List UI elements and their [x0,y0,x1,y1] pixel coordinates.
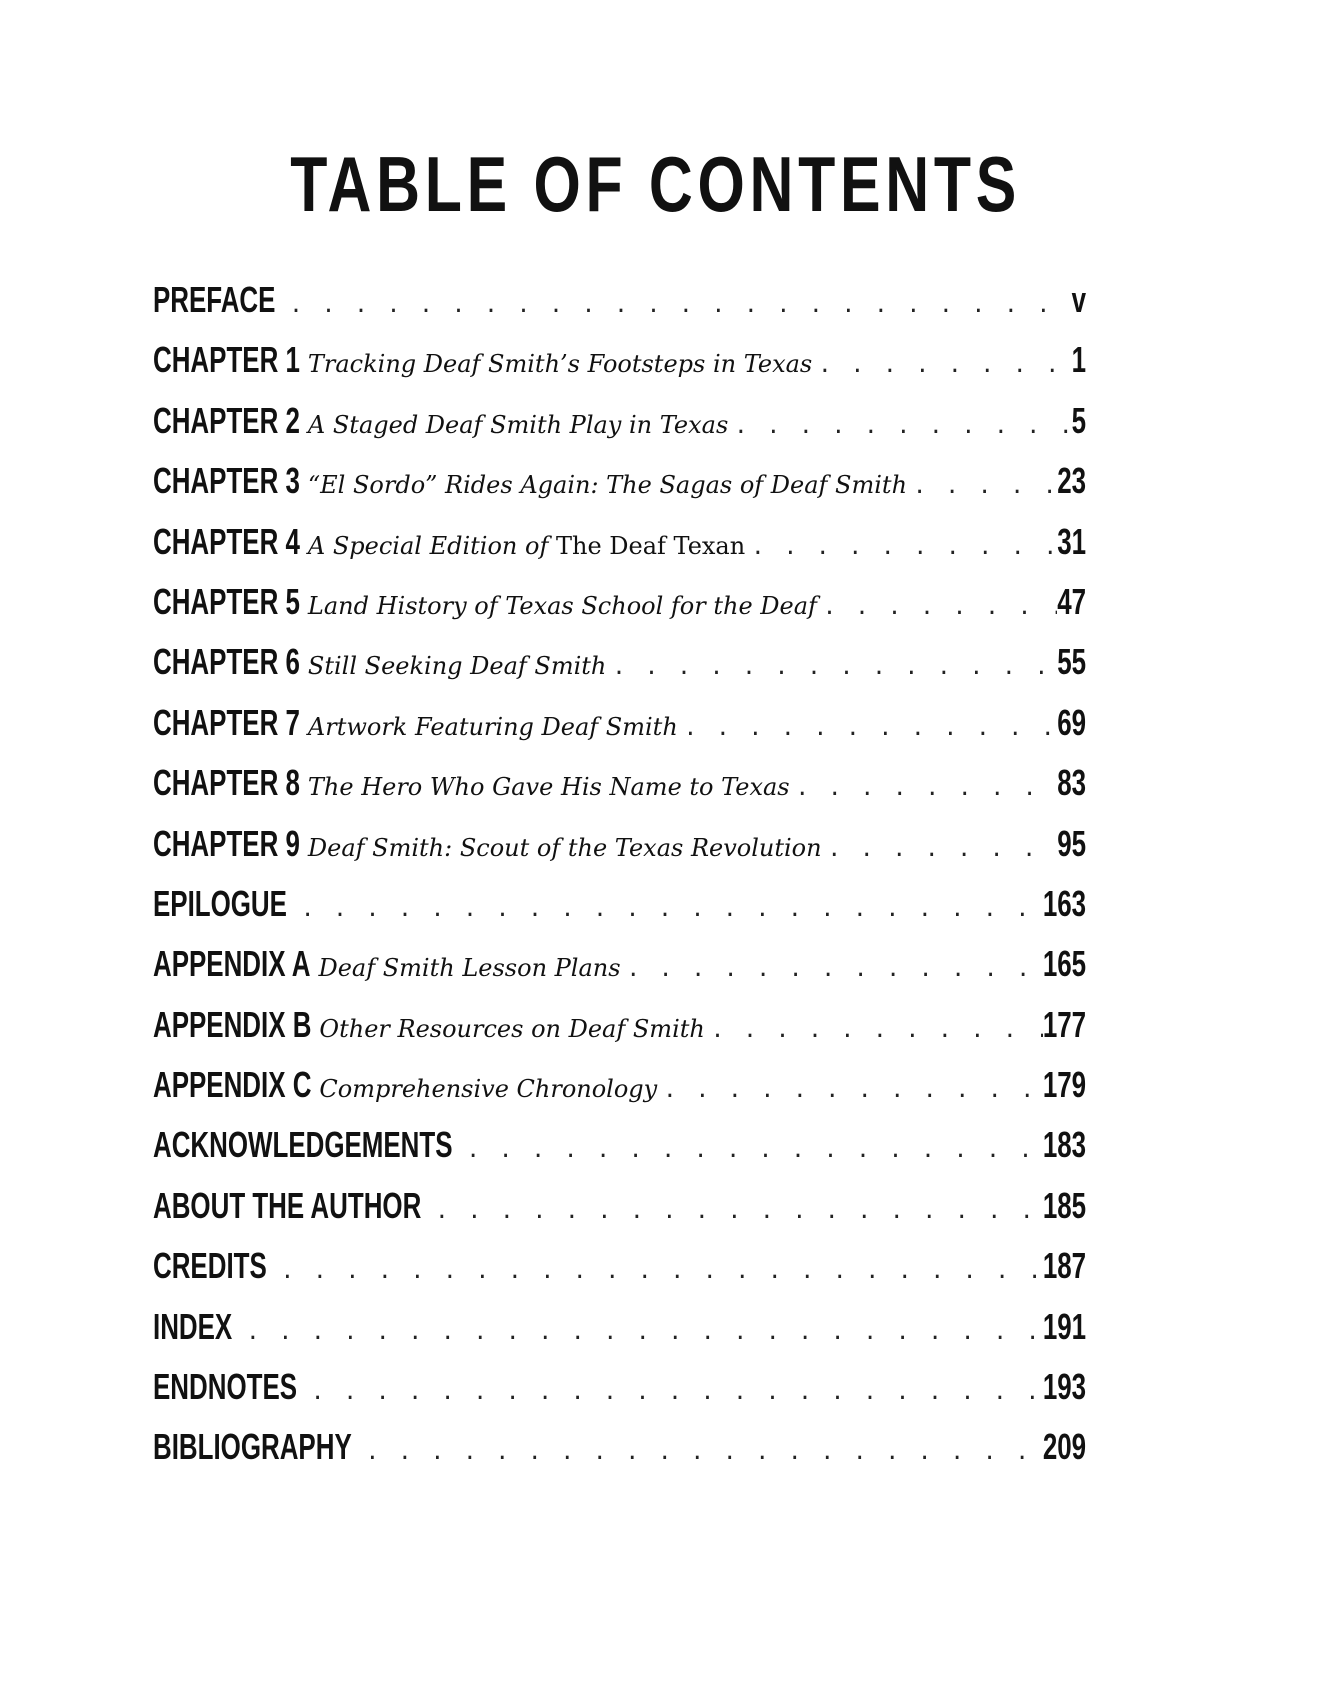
dot-leader [275,1259,1043,1284]
toc-entry-label: APPENDIX B [153,1003,312,1045]
toc-entry-page: 47 [1057,580,1086,622]
toc-entry-page: 187 [1042,1245,1086,1287]
toc-entry-page: 55 [1057,641,1086,683]
toc-entry-label: INDEX [153,1305,233,1347]
toc-entry-label: ABOUT THE AUTHOR [153,1184,422,1226]
toc-entry-page: 193 [1042,1366,1086,1408]
toc-entry-page: 83 [1057,762,1086,804]
toc-entry-label: PREFACE [153,279,276,320]
dot-leader [429,1199,1042,1224]
dot-leader [657,1078,1042,1103]
toc-entry[interactable] [153,1245,1086,1305]
toc-entry-page: 179 [1042,1064,1086,1106]
toc-entry[interactable] [153,1124,1086,1184]
dot-leader [907,474,1057,499]
toc-entry[interactable] [153,1426,1086,1486]
toc-entry[interactable] [153,339,1086,399]
toc-entry-label: APPENDIX A [153,943,311,985]
dot-leader [305,1380,1043,1405]
toc-entry[interactable] [153,521,1086,581]
toc-entry-page: 191 [1042,1305,1086,1347]
toc-entry[interactable] [153,762,1086,822]
toc-entry[interactable] [153,641,1086,701]
toc-entry-page: 1 [1071,339,1086,381]
toc-entry-label: EPILOGUE [153,882,287,924]
toc-entry-label: CHAPTER 6 [153,641,300,683]
toc-entry-page: v [1071,279,1086,320]
dot-leader [812,353,1071,378]
toc-entry-page: 69 [1057,701,1086,743]
page-title: TABLE OF CONTENTS [290,140,1021,228]
dot-leader [822,837,1058,862]
toc-entry[interactable] [153,1185,1086,1245]
toc-entry-label: CHAPTER 3 [153,460,300,502]
toc-entry-page: 163 [1042,882,1086,924]
toc-entry-label: ACKNOWLEDGEMENTS [153,1124,453,1166]
toc-entry-subtitle: Artwork Featuring Deaf Smith [307,712,678,741]
toc-list [153,279,1086,1487]
toc-entry-label: CHAPTER 8 [153,762,300,804]
toc-entry[interactable] [153,581,1086,641]
toc-entry-subtitle: Deaf Smith: Scout of the Texas Revolution [307,833,822,862]
toc-entry-label: ENDNOTES [153,1366,298,1408]
toc-entry[interactable] [153,400,1086,460]
toc-entry[interactable] [153,1004,1086,1064]
toc-entry[interactable] [153,460,1086,520]
dot-leader [606,655,1057,680]
toc-entry-page: 177 [1042,1003,1086,1045]
toc-entry-page: 209 [1042,1426,1086,1468]
toc-entry[interactable] [153,883,1086,943]
toc-entry-label: CHAPTER 1 [153,339,300,381]
toc-entry-subtitle: Other Resources on Deaf Smith [319,1014,705,1043]
toc-entry[interactable] [153,1064,1086,1124]
toc-entry-subtitle: Deaf Smith Lesson Plans [318,954,621,983]
toc-entry-page: 185 [1042,1184,1086,1226]
dot-leader [817,595,1057,620]
toc-entry-subtitle: “El Sordo” Rides Again: The Sagas of Deaf Smith [307,471,908,500]
toc-entry-label: CHAPTER 5 [153,580,300,622]
toc-entry-label: APPENDIX C [153,1064,312,1106]
toc-entry-subtitle: A Staged Deaf Smith Play in Texas [307,410,729,439]
toc-entry-page: 23 [1057,460,1086,502]
toc-entry-page: 165 [1042,943,1086,985]
toc-entry-subtitle: Land History of Texas School for the Deaf [307,591,817,620]
dot-leader [678,716,1057,741]
toc-entry-page: 31 [1057,520,1086,562]
toc-entry-page: 95 [1057,822,1086,864]
dot-leader [705,1018,1043,1043]
toc-entry[interactable] [153,279,1086,339]
dot-leader [283,293,1071,318]
toc-entry[interactable] [153,702,1086,762]
toc-entry-subtitle: A Special Edition of The Deaf Texan [307,531,746,560]
dot-leader [790,776,1057,801]
toc-entry-subtitle: The Hero Who Gave His Name to Texas [307,773,790,802]
toc-entry-subtitle: Tracking Deaf Smith’s Footsteps in Texas [307,350,813,379]
toc-entry[interactable] [153,823,1086,883]
toc-entry[interactable] [153,943,1086,1003]
dot-leader [295,897,1043,922]
dot-leader [728,414,1071,439]
toc-entry-subtitle: Still Seeking Deaf Smith [307,652,607,681]
dot-leader [461,1138,1043,1163]
dot-leader [621,957,1043,982]
toc-entry-page: 5 [1071,399,1086,441]
toc-entry-label: BIBLIOGRAPHY [153,1426,352,1468]
toc-entry-label: CHAPTER 7 [153,701,300,743]
toc-entry[interactable] [153,1306,1086,1366]
toc-entry-label: CHAPTER 2 [153,399,300,441]
dot-leader [240,1320,1042,1345]
dot-leader [360,1440,1043,1465]
toc-entry-label: CHAPTER 4 [153,520,300,562]
toc-entry-label: CREDITS [153,1245,267,1287]
toc-entry-page: 183 [1042,1124,1086,1166]
toc-entry[interactable] [153,1366,1086,1426]
toc-entry-label: CHAPTER 9 [153,822,300,864]
toc-entry-subtitle: Comprehensive Chronology [319,1075,658,1104]
dot-leader [745,535,1057,560]
